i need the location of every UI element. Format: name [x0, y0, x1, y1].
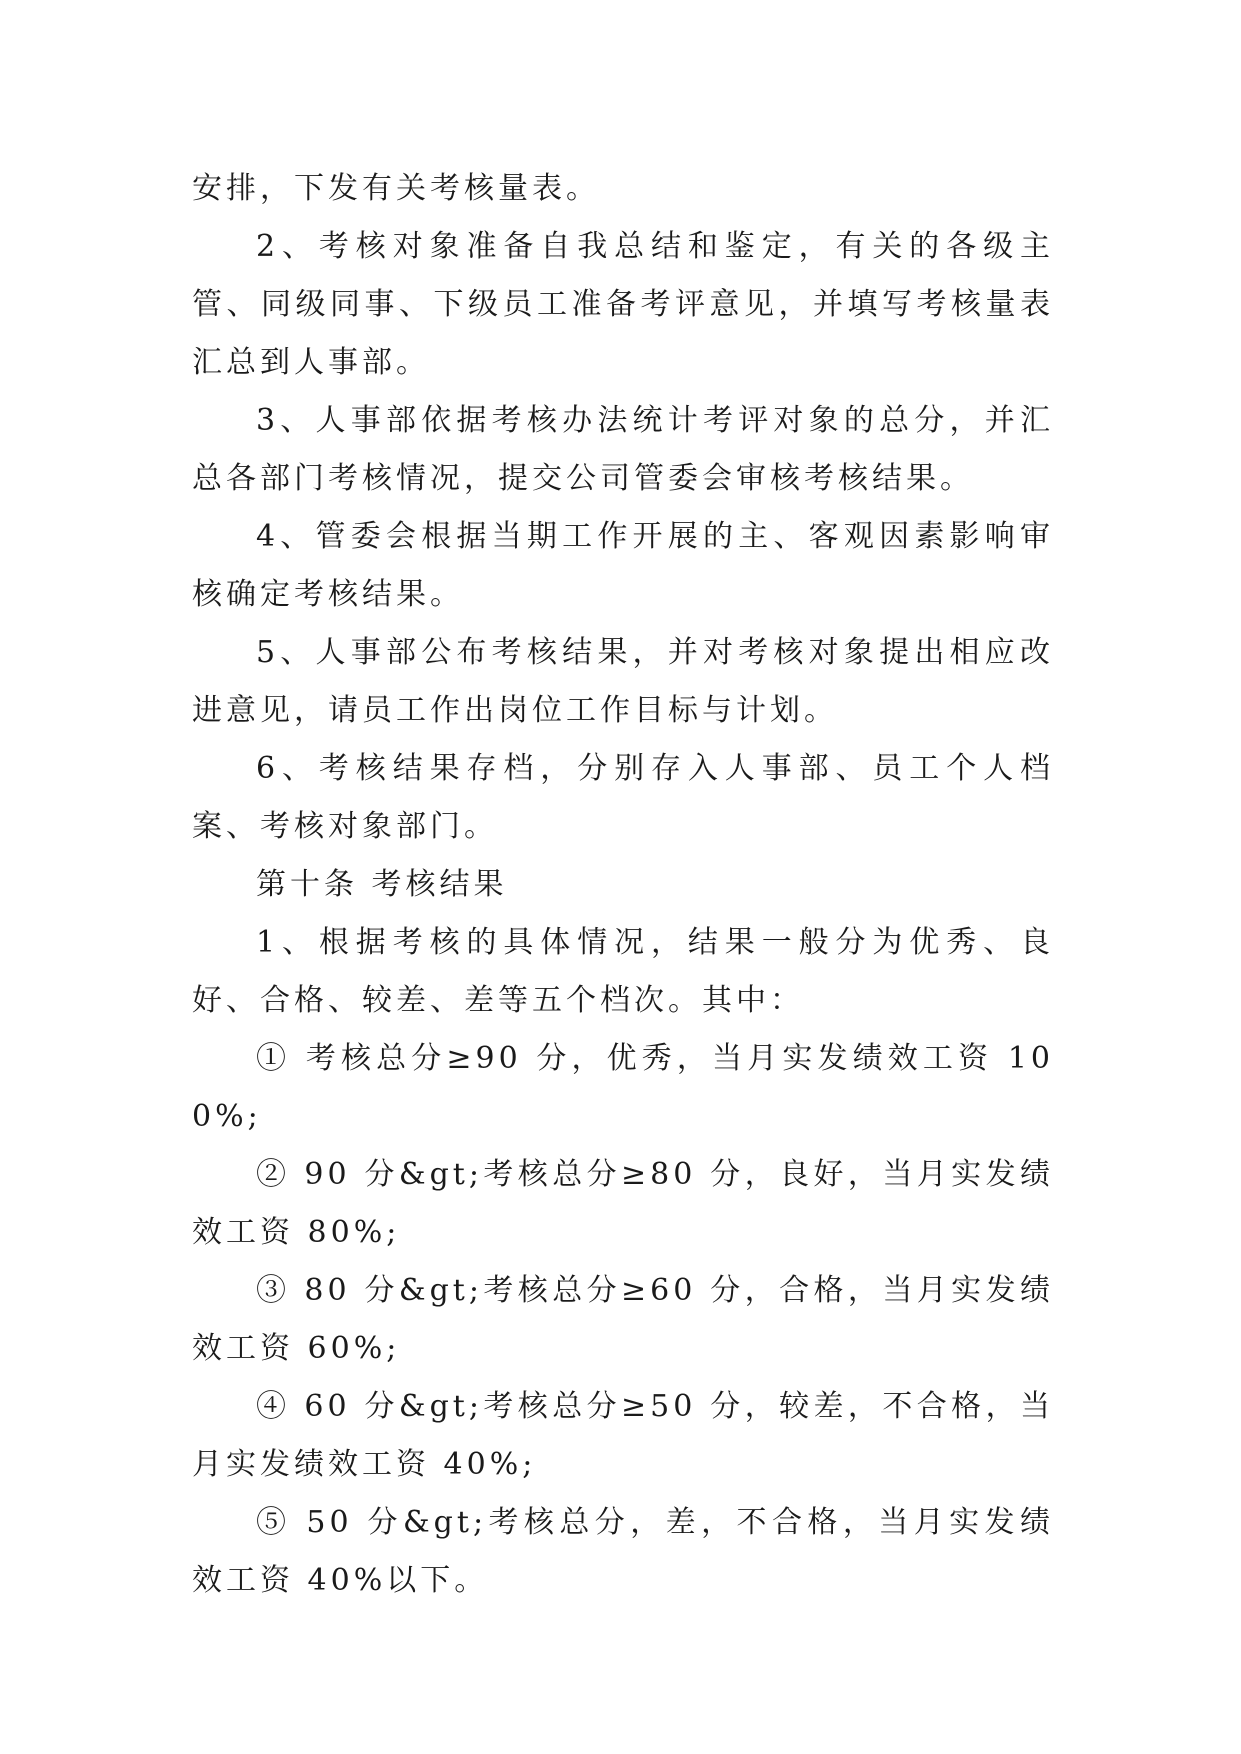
paragraph-6: 6、考核结果存档，分别存入人事部、员工个人档案、考核对象部门。	[192, 751, 1054, 844]
list-item: ③ 80 分&gt;考核总分≥60 分，合格，当月实发绩效工资 60%;	[192, 1273, 1054, 1366]
list-item: ④ 60 分&gt;考核总分≥50 分，较差，不合格，当月实发绩效工资 40%;	[192, 1389, 1054, 1482]
paragraph-1: 安排，下发有关考核量表。	[192, 171, 600, 206]
paragraph-5: 5、人事部公布考核结果，并对考核对象提出相应改进意见，请员工作出岗位工作目标与计划。	[192, 635, 1054, 728]
paragraph-7: 1、根据考核的具体情况，结果一般分为优秀、良好、合格、较差、差等五个档次。其中：	[192, 925, 1054, 1018]
list-item: ① 考核总分≥90 分，优秀，当月实发绩效工资 100%;	[192, 1041, 1054, 1134]
list-item: ② 90 分&gt;考核总分≥80 分，良好，当月实发绩效工资 80%;	[192, 1157, 1054, 1250]
document-body	[192, 160, 1054, 1610]
paragraph-2: 2、考核对象准备自我总结和鉴定，有关的各级主管、同级同事、下级员工准备考评意见，并填写考核量表汇总到人事部。	[192, 229, 1054, 380]
list-item: ⑤ 50 分&gt;考核总分，差，不合格，当月实发绩效工资 40%以下。	[192, 1505, 1054, 1598]
paragraph-4: 4、管委会根据当期工作开展的主、客观因素影响审核确定考核结果。	[192, 519, 1054, 612]
paragraph-3: 3、人事部依据考核办法统计考评对象的总分，并汇总各部门考核情况，提交公司管委会审核考核结果。	[192, 403, 1054, 496]
section-heading: 第十条 考核结果	[256, 867, 508, 902]
